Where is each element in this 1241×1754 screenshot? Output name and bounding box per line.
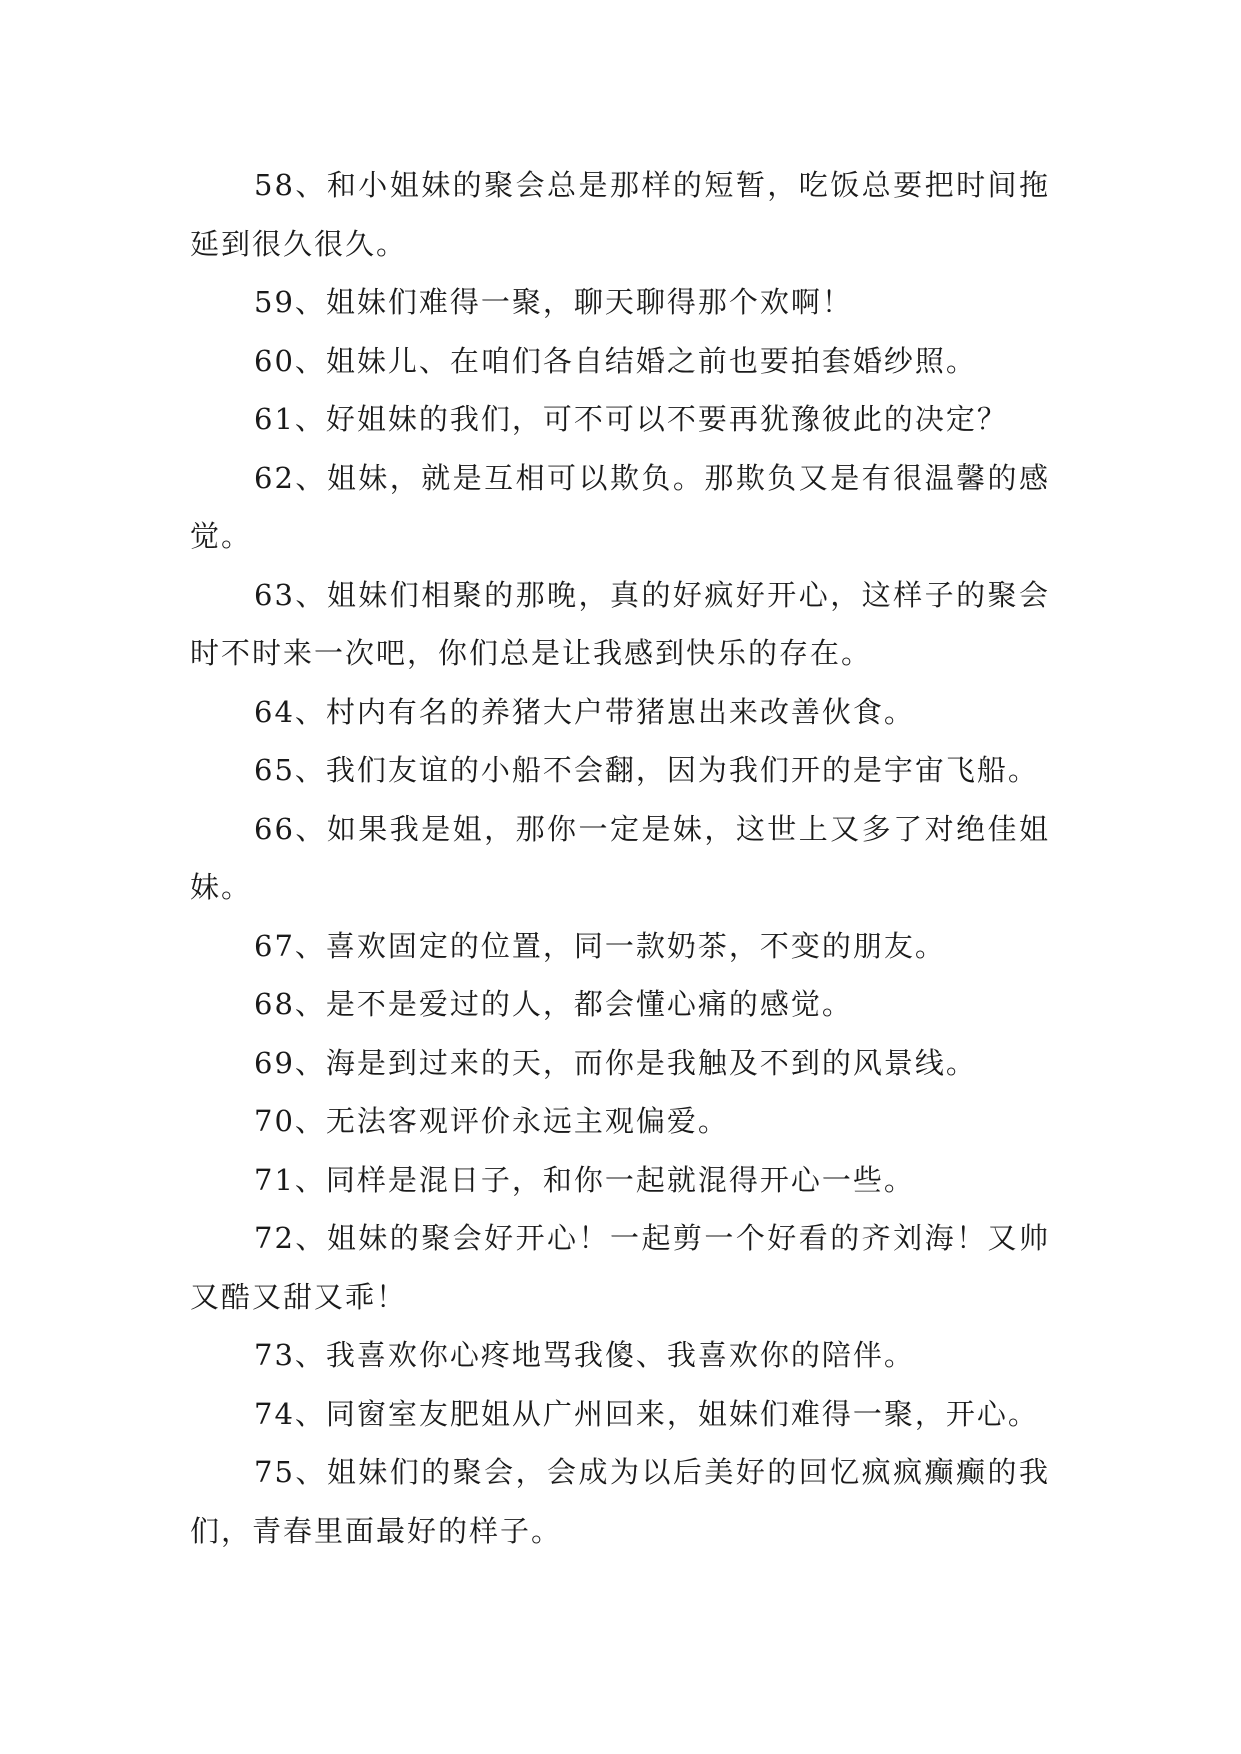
paragraph-58: 58、和小姐妹的聚会总是那样的短暂，吃饭总要把时间拖延到很久很久。 — [190, 168, 1050, 261]
paragraph-63: 63、姐妹们相聚的那晚，真的好疯好开心，这样子的聚会时不时来一次吧，你们总是让我感到快乐的存在。 — [190, 577, 1050, 670]
paragraph-66: 66、如果我是姐，那你一定是妹，这世上又多了对绝佳姐妹。 — [190, 811, 1050, 904]
paragraph-65: 65、我们友谊的小船不会翻，因为我们开的是宇宙飞船。 — [254, 753, 1039, 787]
paragraph-69: 69、海是到过来的天，而你是我触及不到的风景线。 — [254, 1045, 977, 1080]
paragraph-59: 59、姐妹们难得一聚，聊天聊得那个欢啊！ — [254, 285, 853, 319]
paragraph-62: 62、姐妹，就是互相可以欺负。那欺负又是有很温馨的感觉。 — [190, 460, 1050, 553]
paragraph-61: 61、好姐妹的我们，可不可以不要再犹豫彼此的决定？ — [254, 402, 1008, 436]
paragraph-72: 72、姐妹的聚会好开心！一起剪一个好看的齐刘海！又帅又酷又甜又乖！ — [190, 1221, 1050, 1314]
paragraph-67: 67、喜欢固定的位置，同一款奶茶，不变的朋友。 — [254, 928, 946, 963]
paragraph-75: 75、姐妹们的聚会，会成为以后美好的回忆疯疯癫癫的我们，青春里面最好的样子。 — [190, 1455, 1050, 1548]
paragraph-71: 71、同样是混日子，和你一起就混得开心一些。 — [254, 1162, 915, 1197]
paragraph-73: 73、我喜欢你心疼地骂我傻、我喜欢你的陪伴。 — [254, 1338, 915, 1372]
paragraph-64: 64、村内有名的养猪大户带猪崽出来改善伙食。 — [254, 694, 915, 729]
document-body — [190, 156, 1050, 1560]
paragraph-70: 70、无法客观评价永远主观偏爱。 — [254, 1104, 729, 1138]
paragraph-74: 74、同窗室友肥姐从广州回来，姐妹们难得一聚，开心。 — [254, 1396, 1039, 1431]
paragraph-68: 68、是不是爱过的人，都会懂心痛的感觉。 — [254, 987, 853, 1021]
paragraph-60: 60、姐妹儿、在咱们各自结婚之前也要拍套婚纱照。 — [254, 343, 977, 378]
